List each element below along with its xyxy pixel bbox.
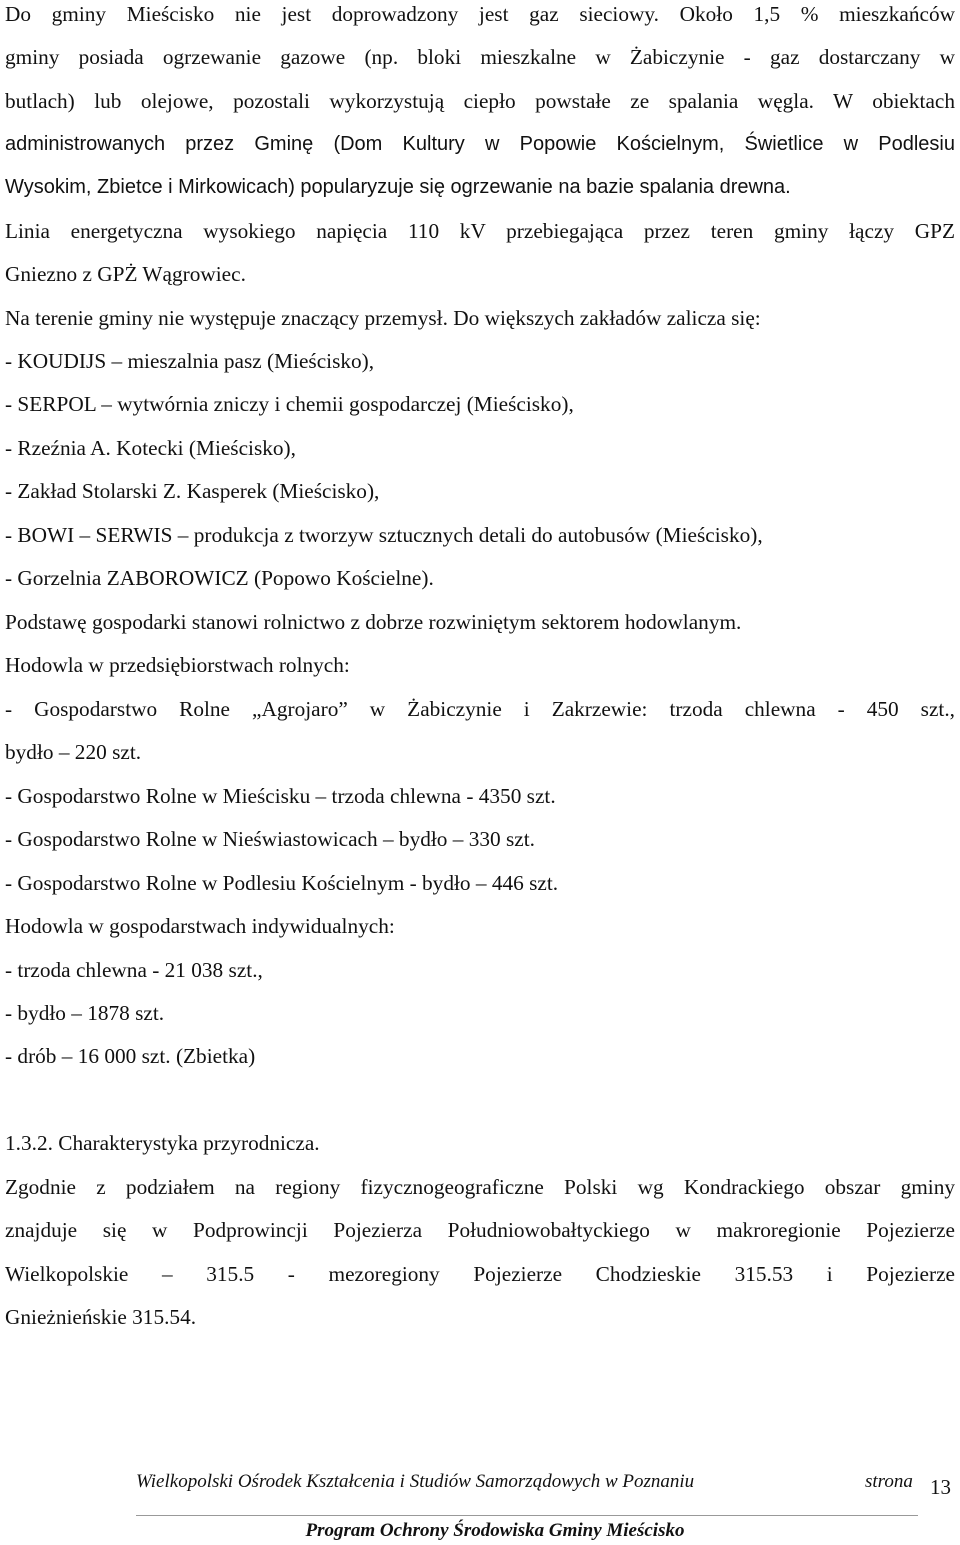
text-line: Do gminy Mieścisko nie jest doprowadzony jest gaz sieciowy. Około 1,5 % mieszkańców [5,2,955,26]
text-segment: butlach) lub olejowe, pozostali wykorzystują ciepło powstałe ze spalania węgla. W obiektach [5,89,955,113]
text-line: Gnieżnieńskie 315.54. [5,1305,197,1329]
text-line: Podstawę gospodarki stanowi rolnictwo z dobrze rozwiniętym sektorem hodowlanym. [5,610,742,634]
list-item: - Rzeźnia A. Kotecki (Mieścisko), [5,436,296,460]
text-line: Wysokim, Zbietce i Mirkowicach) popularyzuje się ogrzewanie na bazie spalania drewna. [5,176,791,198]
list-item: - Gospodarstwo Rolne w Mieścisku – trzoda chlewna - 4350 szt. [5,784,556,808]
text-line: gminy posiada ogrzewanie gazowe (np. bloki mieszkalne w Żabiczynie - gaz dostarczany w [5,45,955,69]
text-line: Zgodnie z podziałem na regiony fizycznogeograficzne Polski wg Kondrackiego obszar gminy [5,1175,955,1199]
list-item: - SERPOL – wytwórnia zniczy i chemii gospodarczej (Mieścisko), [5,392,574,416]
list-item: - KOUDIJS – mieszalnia pasz (Mieścisko), [5,349,375,373]
text-line: Linia energetyczna wysokiego napięcia 110 kV przebiegająca przez teren gminy łączy GPZ [5,219,955,243]
text-line: Hodowla w gospodarstwach indywidualnych: [5,914,395,938]
text-line: Na terenie gminy nie występuje znaczący przemysł. Do większych zakładów zalicza się: [5,306,761,330]
list-item: - drób – 16 000 szt. (Zbietka) [5,1044,256,1068]
list-item: - BOWI – SERWIS – produkcja z tworzyw sztucznych detali do autobusów (Mieścisko), [5,523,763,547]
text-line: administrowanych przez Gminę (Dom Kultury w Popowie Kościelnym, Świetlice w Podlesiu [5,133,955,155]
list-item: - trzoda chlewna - 21 038 szt., [5,958,263,982]
list-item: - Gorzelnia ZABOROWICZ (Popowo Kościelne). [5,566,434,590]
list-item: - bydło – 1878 szt. [5,1001,165,1025]
text-line [5,88,955,114]
list-item: bydło – 220 szt. [5,740,142,764]
footer-page-label: strona [865,1471,913,1492]
text-line: Hodowla w przedsiębiorstwach rolnych: [5,653,350,677]
list-item: - Zakład Stolarski Z. Kasperek (Mieścisko), [5,479,380,503]
footer-program-title: Program Ochrony Środowiska Gminy Mieścisko [305,1520,685,1541]
text-line: Wielkopolskie – 315.5 - mezoregiony Pojezierze Chodzieskie 315.53 i Pojezierze [5,1262,955,1286]
text-line: znajduje się w Podprowincji Pojezierza Południowobałtyckiego w makroregionie Pojezierze [5,1218,955,1242]
list-item: - Gospodarstwo Rolne „Agrojaro” w Żabiczynie i Zakrzewie: trzoda chlewna - 450 szt., [5,697,955,721]
page-number: 13 [930,1475,951,1499]
list-item: - Gospodarstwo Rolne w Nieświastowicach – bydło – 330 szt. [5,827,535,851]
footer-institution: Wielkopolski Ośrodek Kształcenia i Studiów Samorządowych w Poznaniu [136,1471,695,1492]
text-line: Gniezno z GPŻ Wągrowiec. [5,262,246,286]
footer-divider [136,1515,918,1516]
list-item: - Gospodarstwo Rolne w Podlesiu Kościelnym - bydło – 446 szt. [5,871,559,895]
page-footer [0,1471,960,1501]
section-heading: 1.3.2. Charakterystyka przyrodnicza. [5,1131,320,1155]
